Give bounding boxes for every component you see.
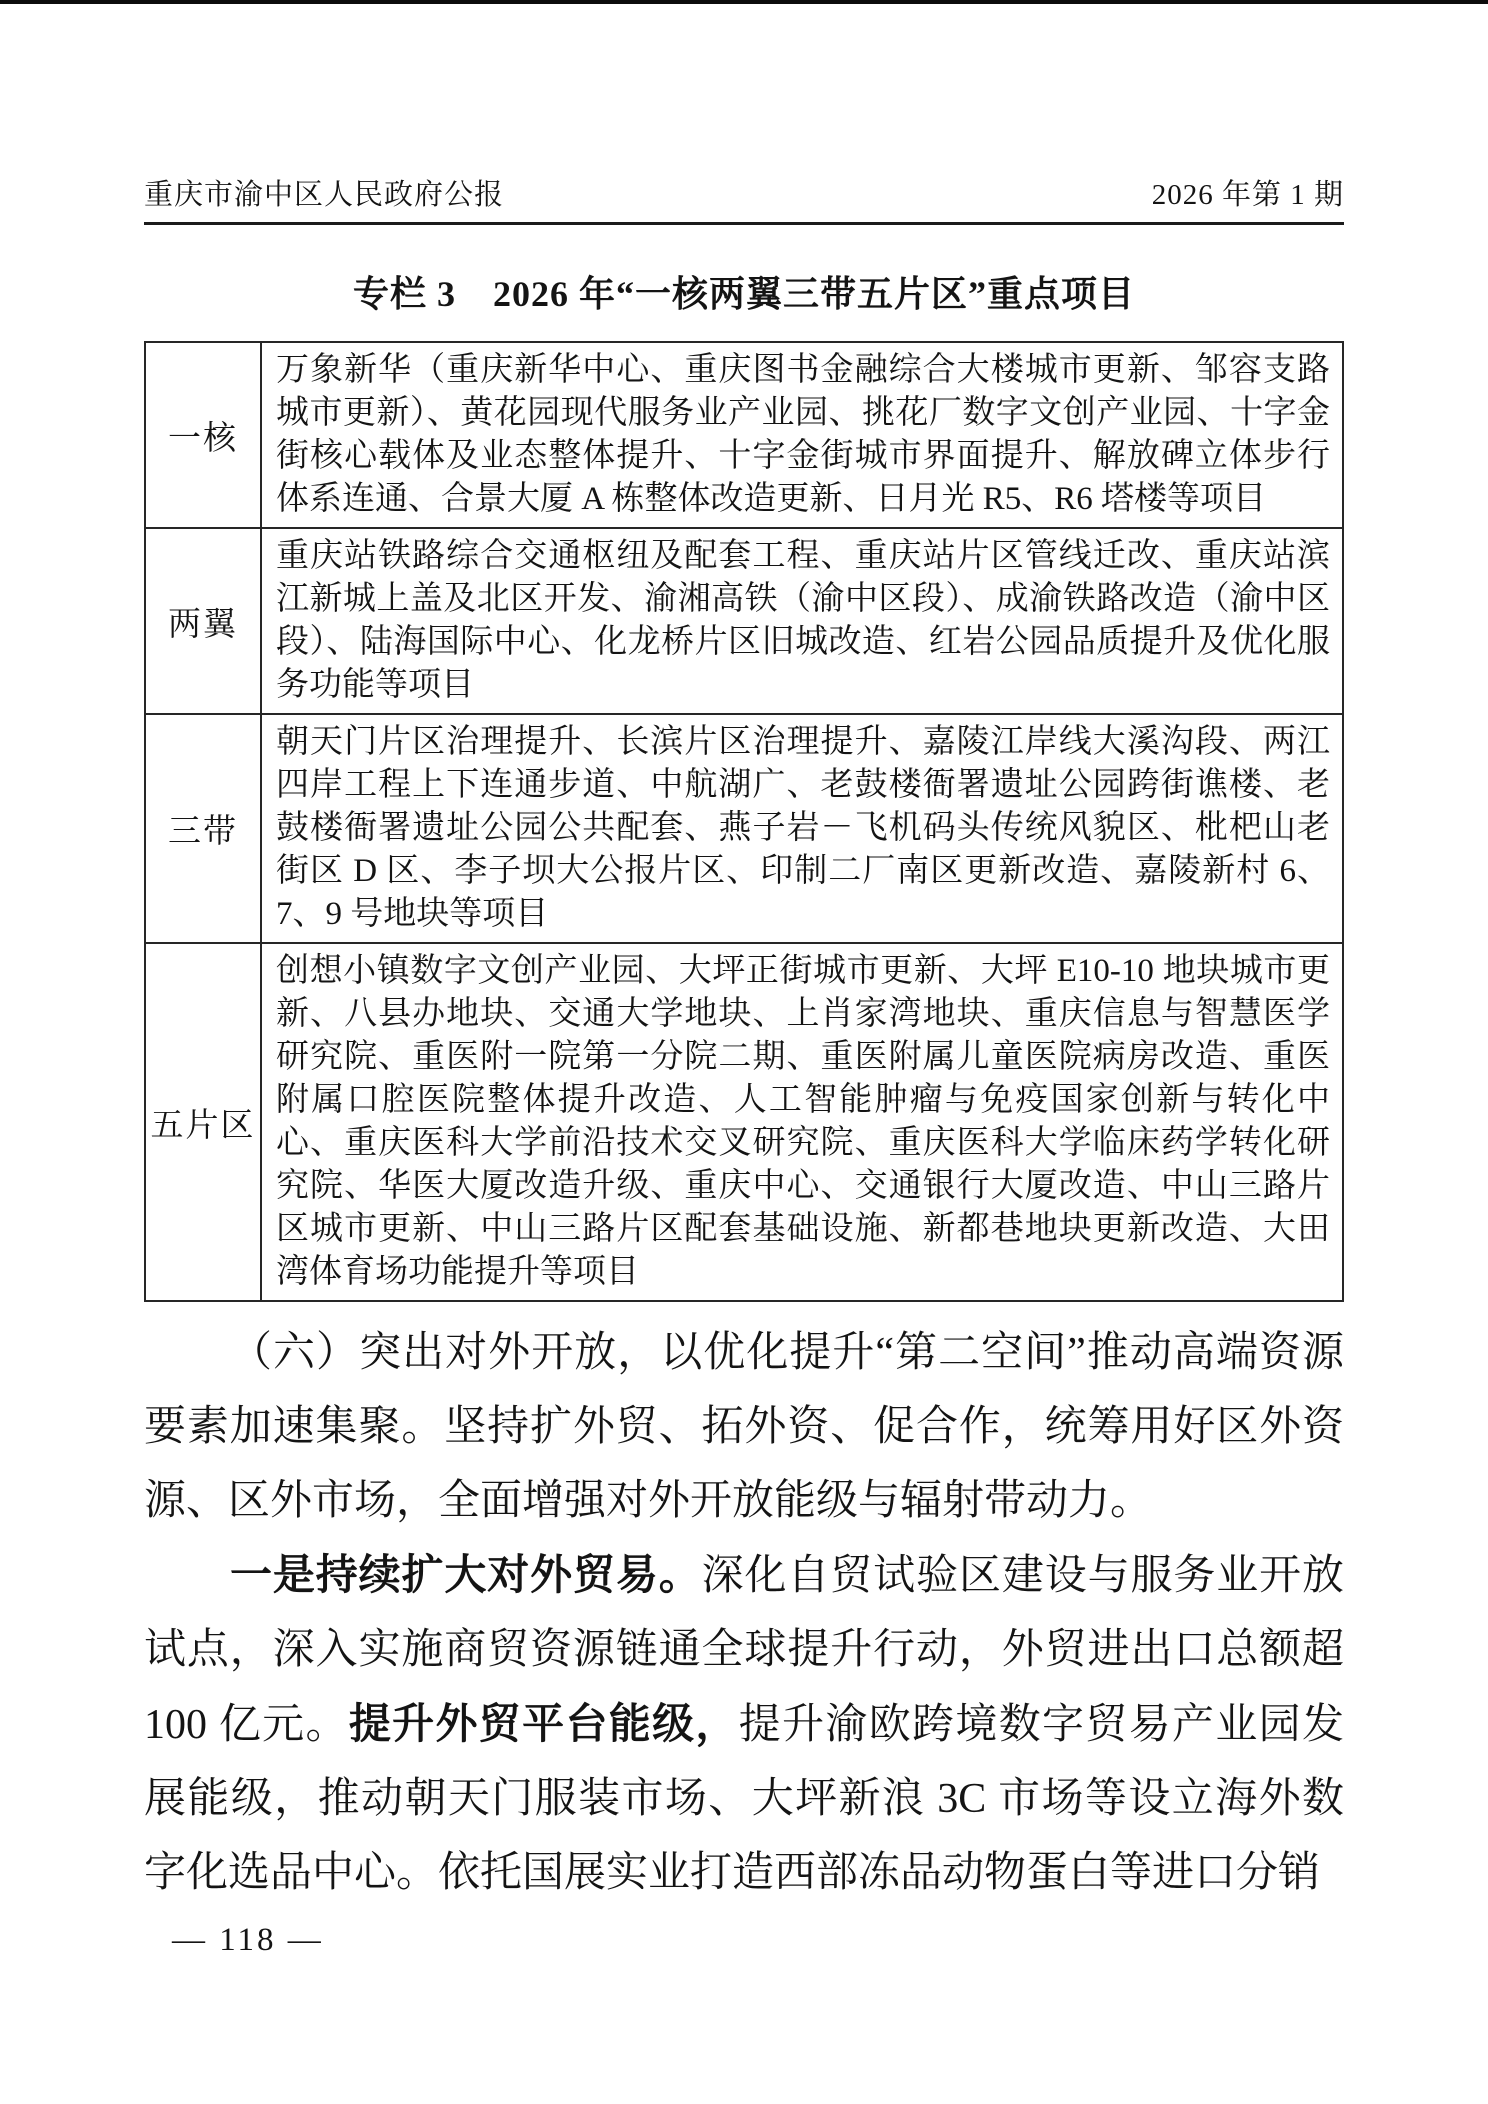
table-row-yihe	[145, 342, 1343, 528]
row-label-liangyi: 两翼	[145, 528, 261, 714]
row-content-yihe: 万象新华（重庆新华中心、重庆图书金融综合大楼城市更新、邹容支路城市更新）、黄花园现代服务业产业园、挑花厂数字文创产业园、十字金街核心载体及业态整体提升、十字金街城市界面提升、解放碑立体步行体系连通、合景大厦 A 栋整体改造更新、日月光 R5、R6 塔楼等项目	[261, 342, 1343, 528]
scan-edge-top	[0, 0, 1488, 4]
row-content-sandai: 朝天门片区治理提升、长滨片区治理提升、嘉陵江岸线大溪沟段、两江四岸工程上下连通步道、中航湖广、老鼓楼衙署遗址公园跨街谯楼、老鼓楼衙署遗址公园公共配套、燕子岩－飞机码头传统风貌区、枇杷山老街区 D 区、李子坝大公报片区、印制二厂南区更新改造、嘉陵新村 6、7、9 号地块等项目	[261, 714, 1343, 943]
table-row-sandai	[145, 714, 1343, 943]
column-box-title: 专栏 3 2026 年“一核两翼三带五片区”重点项目	[352, 274, 1135, 314]
paragraph-foreign-trade	[144, 1538, 1344, 1910]
row-label-wupianqu: 五片区	[145, 943, 261, 1301]
paragraph-lead-bold: 一是持续扩大对外贸易。	[230, 1551, 702, 1598]
table-row-liangyi	[145, 528, 1343, 714]
header-publication-title: 重庆市渝中区人民政府公报	[144, 179, 505, 211]
header-issue-label: 2026 年第 1 期	[1151, 179, 1344, 211]
paragraph-foreign-trade-text-1: 深化自贸试验区建设与服务业开放试点，深入实施商贸资源链通全球提升行动，外贸进出口总额超 100 亿元。	[144, 1553, 1344, 1748]
page-header	[144, 178, 1344, 212]
row-content-wupianqu: 创想小镇数字文创产业园、大坪正街城市更新、大坪 E10-10 地块城市更新、八县办地块、交通大学地块、上肖家湾地块、重庆信息与智慧医学研究院、重医附一院第一分院二期、重医附属儿童医院病房改造、重医附属口腔医院整体提升改造、人工智能肿瘤与免疫国家创新与转化中心、重庆医科大学前沿技术交叉研究院、重庆医科大学临床药学转化研究院、华医大厦改造升级、重庆中心、交通银行大厦改造、中山三路片区城市更新、中山三路片区配套基础设施、新都巷地块更新改造、大田湾体育场功能提升等项目	[261, 943, 1343, 1301]
paragraph-opening-up	[144, 1316, 1344, 1538]
page-content	[144, 0, 1344, 1959]
row-label-yihe: 一核	[145, 342, 261, 528]
page-number: — 118 —	[172, 1922, 324, 1958]
header-rule	[144, 222, 1344, 225]
paragraph-opening-up-text: （六）突出对外开放，以优化提升“第二空间”推动高端资源要素加速集聚。坚持扩外贸、拓外资、促合作，统筹用好区外资源、区外市场，全面增强对外开放能级与辐射带动力。	[144, 1330, 1344, 1524]
key-projects-table	[144, 341, 1344, 1302]
paragraph-foreign-trade-text-2: 提升渝欧跨境数字贸易产业园发展能级，推动朝天门服装市场、大坪新浪 3C 市场等设立海外数字化选品中心。依托国展实业打造西部冻品动物蛋白等进口分销	[144, 1702, 1344, 1896]
paragraph-mid-bold: 提升外贸平台能级，	[348, 1700, 739, 1747]
table-row-wupianqu	[145, 943, 1343, 1301]
row-label-sandai: 三带	[145, 714, 261, 943]
row-content-liangyi: 重庆站铁路综合交通枢纽及配套工程、重庆站片区管线迁改、重庆站滨江新城上盖及北区开发、渝湘高铁（渝中区段）、成渝铁路改造（渝中区段）、陆海国际中心、化龙桥片区旧城改造、红岩公园品质提升及优化服务功能等项目	[261, 528, 1343, 714]
